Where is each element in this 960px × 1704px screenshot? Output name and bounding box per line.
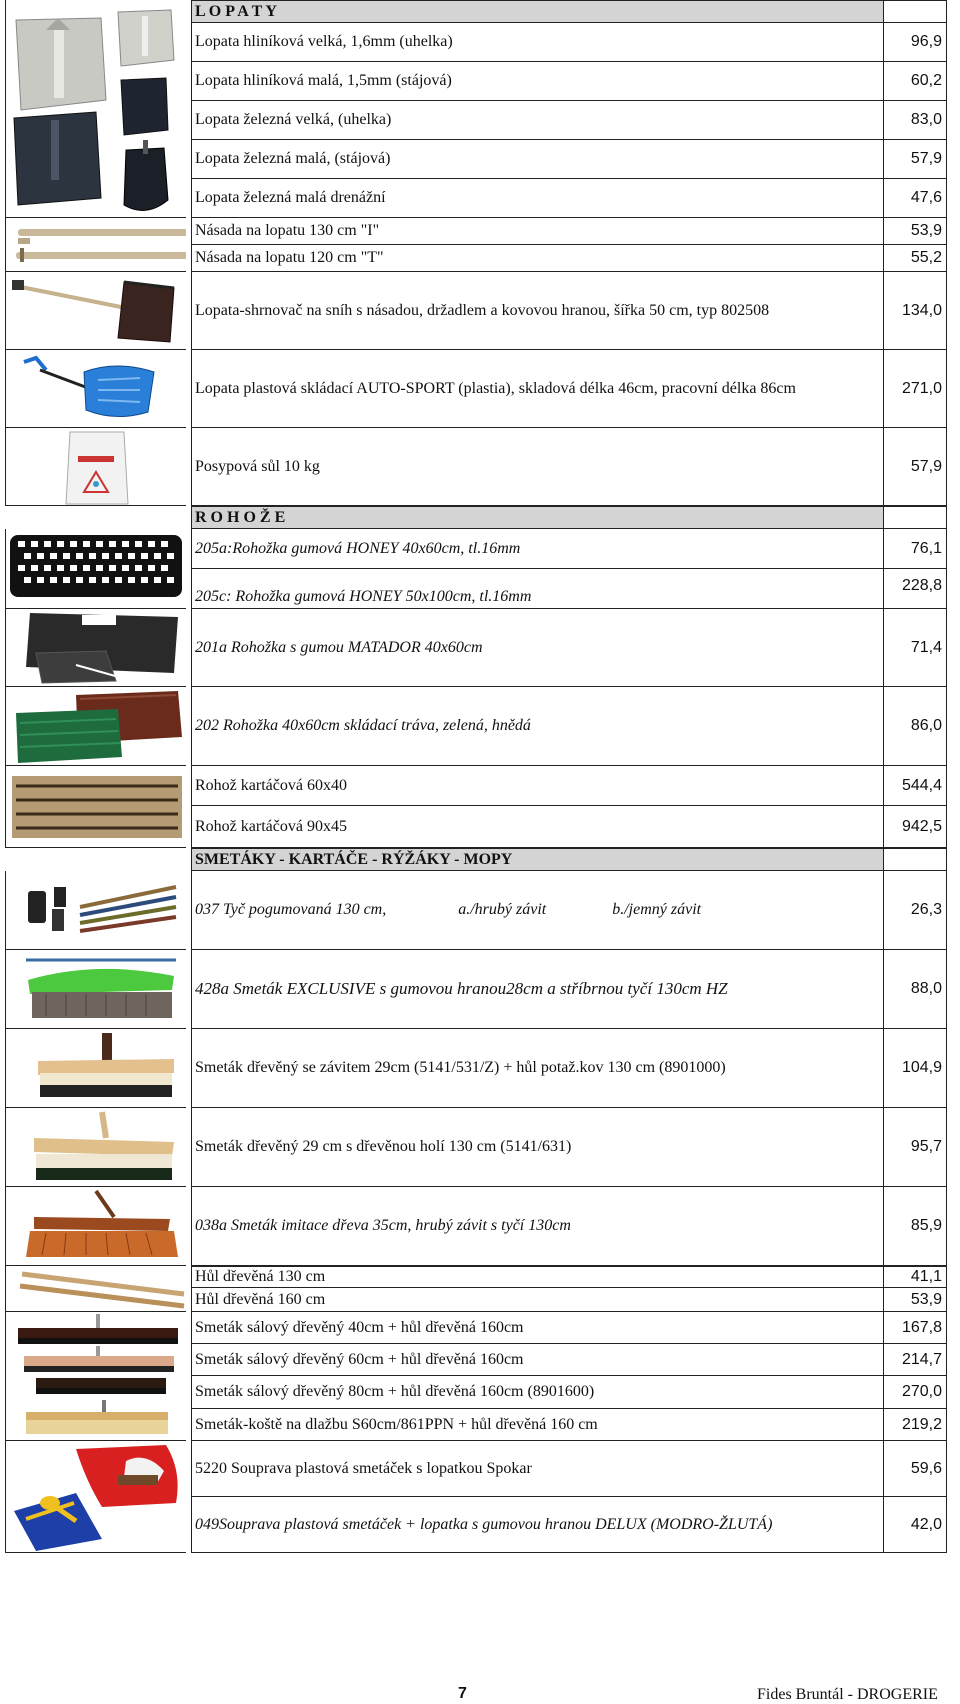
item-description: 201a Rohožka s gumou MATADOR 40x60cm [191, 609, 884, 687]
item-price: 104,9 [884, 1029, 947, 1108]
green-broom-image [5, 950, 186, 1029]
item-price: 88,0 [884, 950, 947, 1029]
item-variant-b: b./jemný závit [612, 901, 702, 918]
item-description: Smeták sálový dřevěný 80cm + hůl dřevěná 160cm (8901600) [191, 1376, 884, 1409]
item-description-main: 037 Tyč pogumovaná 130 cm, [195, 901, 387, 918]
item-price: 942,5 [884, 806, 947, 848]
item-price: 53,9 [884, 218, 947, 245]
item-description: Násada na lopatu 130 cm "I" [191, 218, 884, 245]
section-title: L O P A T Y [191, 0, 884, 23]
item-description: Lopata železná malá, (stájová) [191, 140, 884, 179]
item-price: 71,4 [884, 609, 947, 687]
item-description: Rohož kartáčová 90x45 [191, 806, 884, 848]
item-price: 271,0 [884, 350, 947, 428]
item-description: Lopata hliníková velká, 1,6mm (uhelka) [191, 23, 884, 62]
road-salt-image [5, 428, 186, 506]
item-variant-a: a./hrubý závit [458, 901, 547, 918]
item-description: 205c: Rohožka gumová HONEY 50x100cm, tl.16mm [191, 569, 884, 609]
footer-brand: Fides Bruntál - DROGERIE [757, 1686, 938, 1703]
item-description: Lopata-shrnovač na sníh s násadou, držadlem a kovovou hranou, šířka 50 cm, typ 802508 [191, 272, 884, 350]
item-price: 47,6 [884, 179, 947, 218]
item-price: 544,4 [884, 766, 947, 806]
item-price: 85,9 [884, 1187, 947, 1266]
item-price: 167,8 [884, 1312, 947, 1344]
item-description: 049Souprava plastová smetáček + lopatka s gumovou hranou DELUX (MODRO-ŽLUTÁ) [191, 1497, 884, 1553]
item-price: 86,0 [884, 687, 947, 766]
item-description: Posypová sůl 10 kg [191, 428, 884, 506]
item-price: 26,3 [884, 871, 947, 950]
item-description: Lopata železná malá drenážní [191, 179, 884, 218]
item-price: 41,1 [884, 1266, 947, 1288]
item-price: 214,7 [884, 1344, 947, 1376]
item-price: 83,0 [884, 101, 947, 140]
grass-mat-image [5, 687, 186, 766]
item-price: 42,0 [884, 1497, 947, 1553]
item-price: 57,9 [884, 428, 947, 506]
item-price: 95,7 [884, 1108, 947, 1187]
item-description: 202 Rohožka 40x60cm skládací tráva, zelená, hnědá [191, 687, 884, 766]
price-cell-empty [884, 0, 947, 23]
item-description: Hůl dřevěná 130 cm [191, 1266, 884, 1288]
imitation-broom-image [5, 1187, 186, 1266]
rubber-mat-image [5, 529, 186, 609]
item-description: 5220 Souprava plastová smetáček s lopatkou Spokar [191, 1441, 884, 1497]
plastic-shovel-image [5, 350, 186, 428]
item-price: 219,2 [884, 1409, 947, 1441]
item-description: Lopata železná velká, (uhelka) [191, 101, 884, 140]
price-cell-empty [884, 848, 947, 871]
item-price: 60,2 [884, 62, 947, 101]
section-title: SMETÁKY - KARTÁČE - RÝŽÁKY - MOPY [191, 848, 884, 871]
item-description: Násada na lopatu 120 cm "T" [191, 245, 884, 272]
item-description: Smeták-koště na dlažbu S60cm/861PPN + hůl dřevěná 160 cm [191, 1409, 884, 1441]
item-description: Smeták dřevěný se závitem 29cm (5141/531/Z) + hůl potaž.kov 130 cm (8901000) [191, 1029, 884, 1108]
item-price: 55,2 [884, 245, 947, 272]
section-header-rohoze [5, 506, 947, 529]
item-description: 038a Smeták imitace dřeva 35cm, hrubý závit s tyčí 130cm [191, 1187, 884, 1266]
item-description: Hůl dřevěná 160 cm [191, 1288, 884, 1312]
item-price: 57,9 [884, 140, 947, 179]
item-price: 59,6 [884, 1441, 947, 1497]
item-description: Smeták dřevěný 29 cm s dřevěnou holí 130 cm (5141/631) [191, 1108, 884, 1187]
item-price: 228,8 [884, 569, 947, 609]
matador-mat-image [5, 609, 186, 687]
item-description: Smeták sálový dřevěný 60cm + hůl dřevěná 160cm [191, 1344, 884, 1376]
price-cell-empty [884, 506, 947, 529]
item-description: Smeták sálový dřevěný 40cm + hůl dřevěná 160cm [191, 1312, 884, 1344]
shovels-image [5, 0, 186, 218]
item-description: 205a:Rohožka gumová HONEY 40x60cm, tl.16mm [191, 529, 884, 569]
item-description: Lopata hliníková malá, 1,5mm (stájová) [191, 62, 884, 101]
section-title: R O H O Ž E [191, 506, 884, 529]
section-header-smetaky [5, 848, 947, 871]
wooden-broom-2-image [5, 1108, 186, 1187]
dustpan-sets-image [5, 1441, 186, 1553]
page-number: 7 [458, 1685, 467, 1702]
shovel-handles-image [5, 218, 186, 272]
brush-mat-image [5, 766, 186, 848]
item-price: 134,0 [884, 272, 947, 350]
wooden-broom-image [5, 1029, 186, 1108]
item-price: 270,0 [884, 1376, 947, 1409]
item-description: Lopata plastová skládací AUTO-SPORT (plastia), skladová délka 46cm, pracovní délka 86cm [191, 350, 884, 428]
item-price: 76,1 [884, 529, 947, 569]
item-price: 96,9 [884, 23, 947, 62]
item-description: Rohož kartáčová 60x40 [191, 766, 884, 806]
rubber-sticks-image [5, 871, 186, 950]
item-price: 53,9 [884, 1288, 947, 1312]
wooden-sticks-image [5, 1266, 186, 1312]
snow-pusher-image [5, 272, 186, 350]
item-description [191, 871, 884, 950]
hall-brooms-image [5, 1312, 186, 1441]
item-description: 428a Smeták EXCLUSIVE s gumovou hranou28cm a stříbrnou tyčí 130cm HZ [191, 950, 884, 1029]
